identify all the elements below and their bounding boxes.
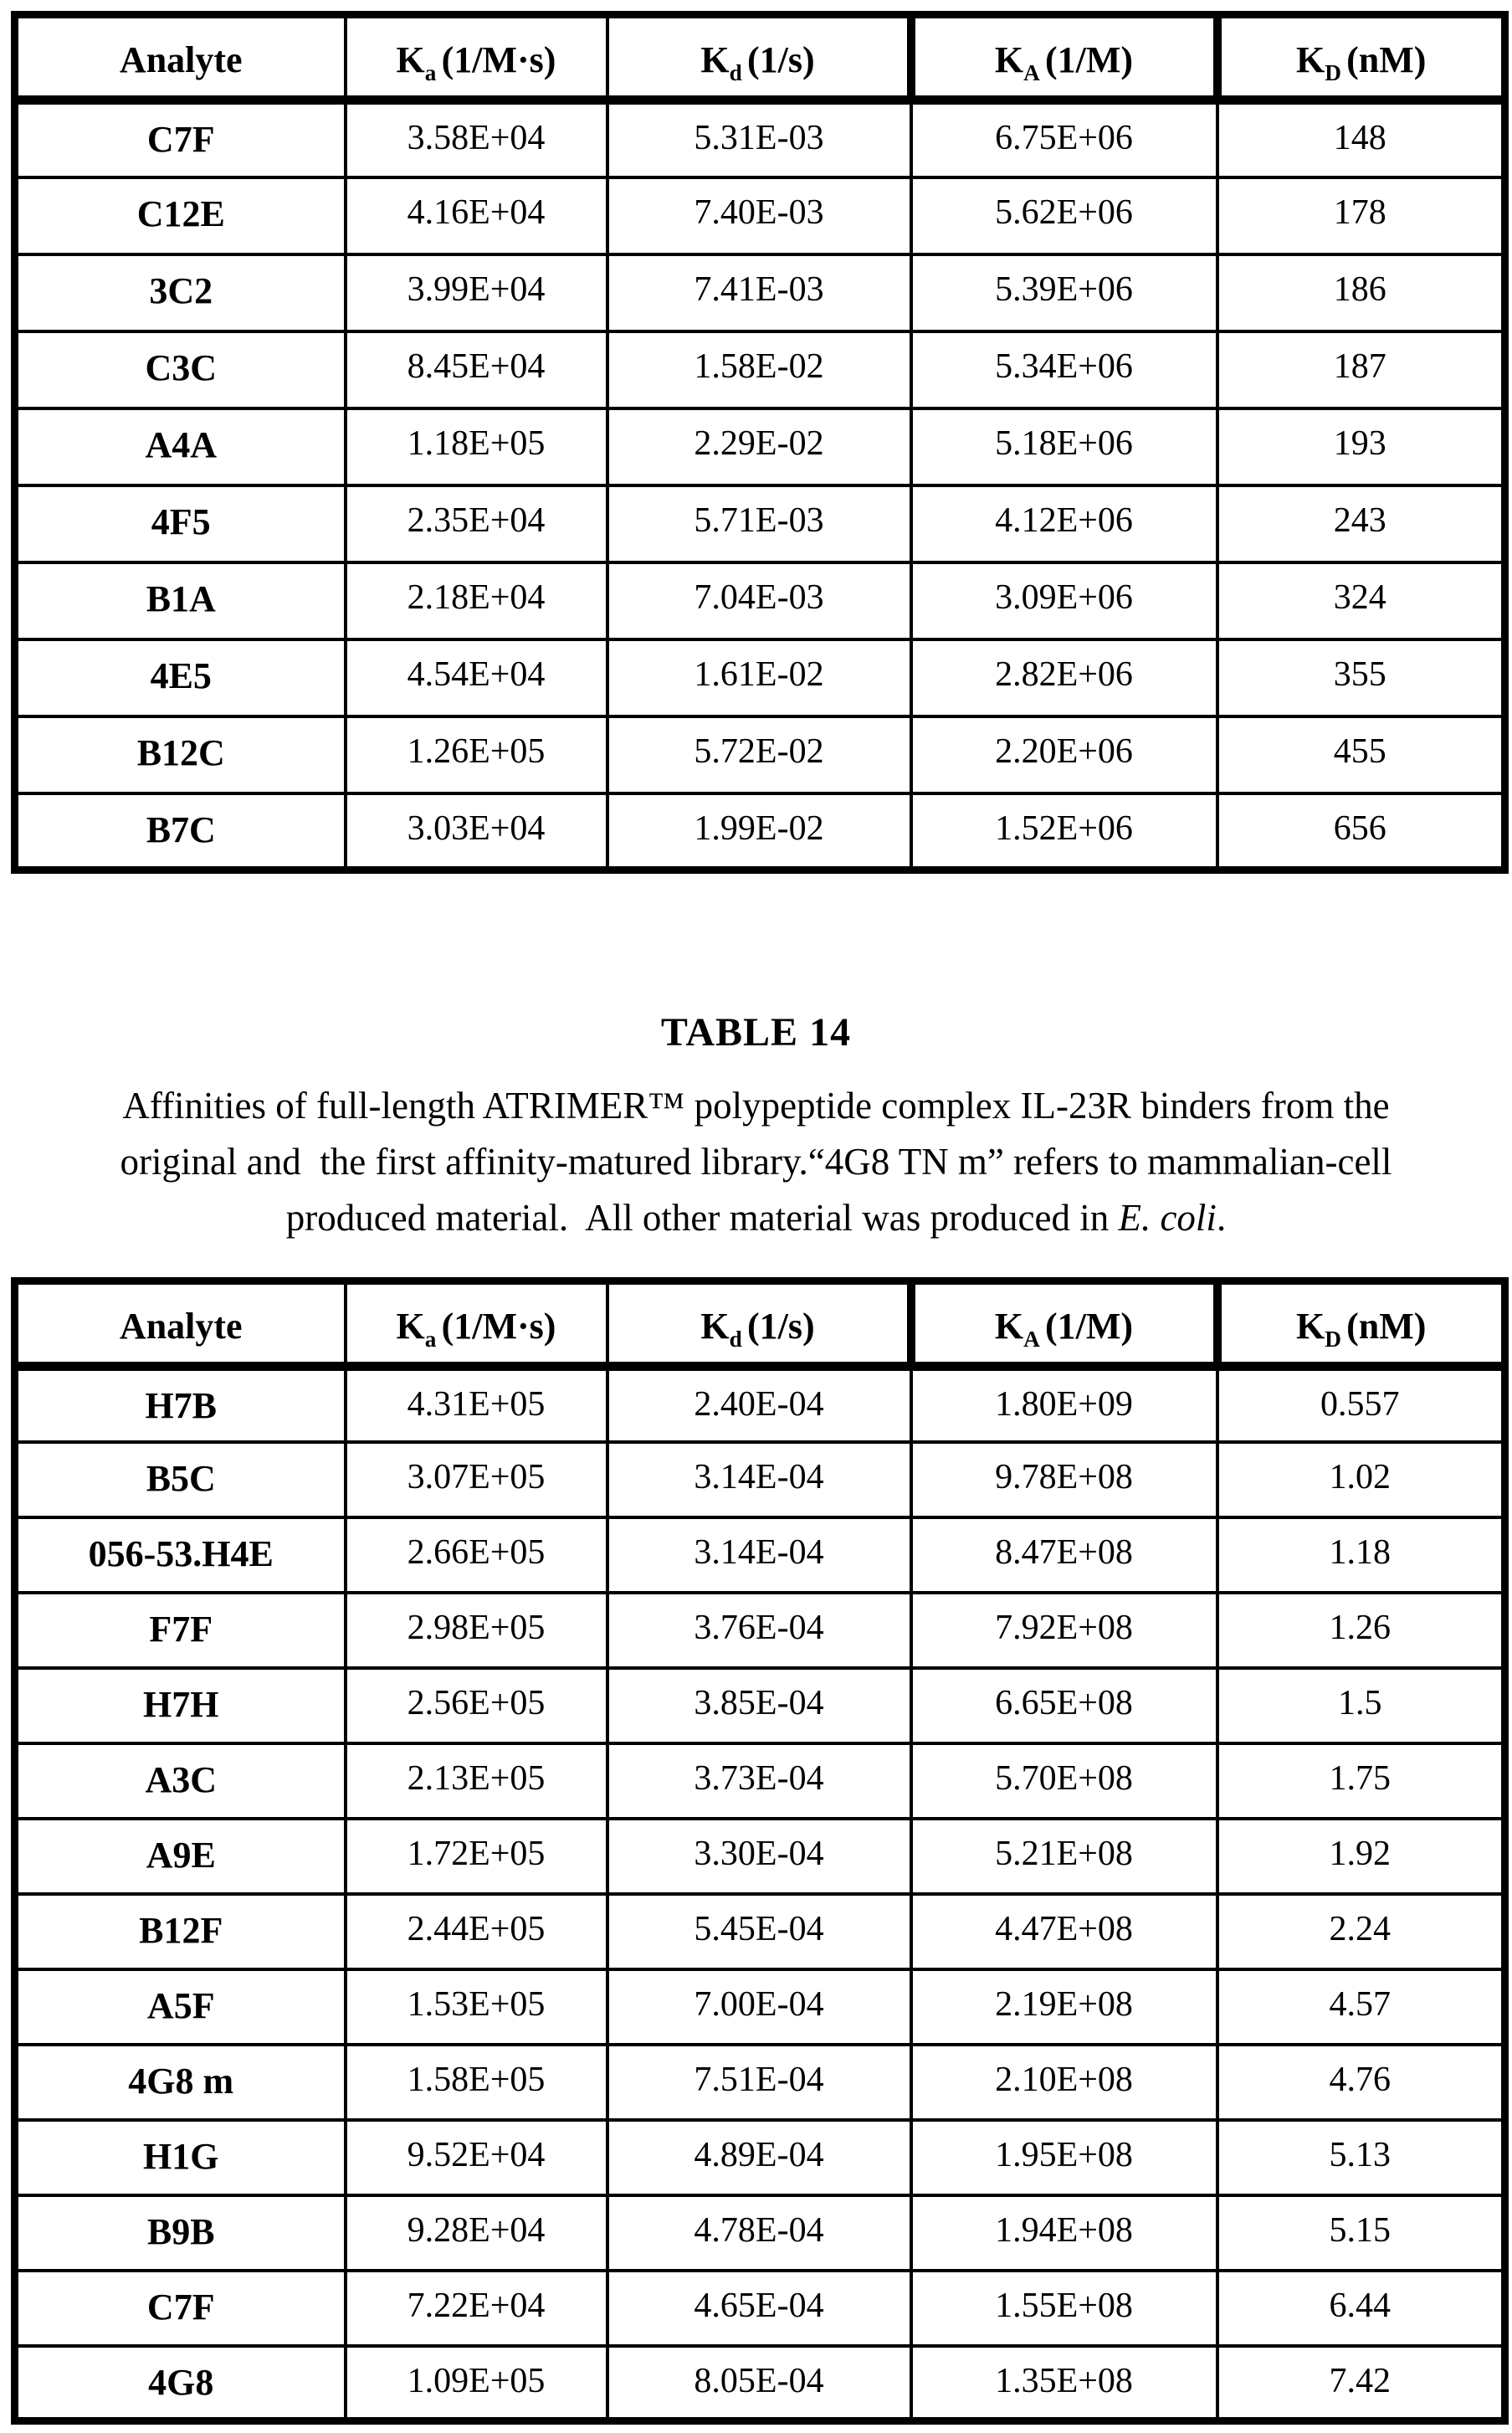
value-cell-kd-equilibrium: 1.18 xyxy=(1217,1517,1505,1593)
value-cell-kd-rate: 3.30E-04 xyxy=(607,1819,911,1894)
column-header-ka-rate xyxy=(346,1281,607,1367)
value-cell-kd-equilibrium: 455 xyxy=(1217,716,1505,793)
value-cell-kd-rate: 5.45E-04 xyxy=(607,1894,911,1969)
value-cell-ka-equilibrium: 1.80E+09 xyxy=(911,1367,1217,1442)
header-subscript: d xyxy=(729,59,742,85)
table-row xyxy=(15,100,1505,177)
value-cell-kd-rate: 2.40E-04 xyxy=(607,1367,911,1442)
value-cell-ka-equilibrium: 1.94E+08 xyxy=(911,2195,1217,2271)
value-cell-ka-rate: 2.44E+05 xyxy=(346,1894,607,1969)
caption-line: original and the first affinity-matured library.“4G8 TN m” refers to mammalian-cell xyxy=(120,1141,1392,1183)
table-row xyxy=(15,1442,1505,1517)
value-cell-ka-rate: 2.18E+04 xyxy=(346,562,607,639)
column-header-ka-equilibrium xyxy=(911,1281,1217,1367)
value-cell-ka-equilibrium: 1.95E+08 xyxy=(911,2120,1217,2195)
table-row xyxy=(15,639,1505,716)
value-cell-kd-equilibrium: 148 xyxy=(1217,100,1505,177)
table-title: TABLE 14 xyxy=(660,1010,852,1055)
header-symbol: Analyte xyxy=(119,39,243,80)
table-body xyxy=(15,1367,1505,2421)
analyte-cell: B12C xyxy=(15,716,346,793)
value-cell-ka-equilibrium: 2.10E+08 xyxy=(911,2045,1217,2120)
column-header-analyte xyxy=(15,1281,346,1367)
value-cell-kd-rate: 7.41E-03 xyxy=(607,254,911,331)
value-cell-ka-rate: 2.35E+04 xyxy=(346,485,607,562)
value-cell-kd-equilibrium: 187 xyxy=(1217,331,1505,408)
value-cell-ka-equilibrium: 9.78E+08 xyxy=(911,1442,1217,1517)
header-unit: (1/s) xyxy=(746,39,815,80)
value-cell-kd-rate: 7.04E-03 xyxy=(607,562,911,639)
value-cell-kd-equilibrium: 186 xyxy=(1217,254,1505,331)
table-row xyxy=(15,1593,1505,1668)
table-header xyxy=(15,15,1505,100)
value-cell-kd-rate: 1.58E-02 xyxy=(607,331,911,408)
header-subscript: D xyxy=(1325,1326,1341,1352)
value-cell-kd-rate: 5.72E-02 xyxy=(607,716,911,793)
table-row xyxy=(15,1517,1505,1593)
value-cell-kd-equilibrium: 243 xyxy=(1217,485,1505,562)
value-cell-ka-rate: 2.56E+05 xyxy=(346,1668,607,1743)
header-symbol: K xyxy=(396,1306,425,1347)
table-row xyxy=(15,2346,1505,2421)
value-cell-ka-rate: 2.98E+05 xyxy=(346,1593,607,1668)
table-row xyxy=(15,2271,1505,2346)
value-cell-kd-equilibrium: 178 xyxy=(1217,177,1505,254)
table-row xyxy=(15,1894,1505,1969)
value-cell-ka-equilibrium: 2.19E+08 xyxy=(911,1969,1217,2045)
table-row xyxy=(15,2120,1505,2195)
value-cell-ka-rate: 2.66E+05 xyxy=(346,1517,607,1593)
analyte-cell: B5C xyxy=(15,1442,346,1517)
header-row xyxy=(15,1281,1505,1367)
value-cell-ka-rate: 1.26E+05 xyxy=(346,716,607,793)
value-cell-kd-rate: 1.61E-02 xyxy=(607,639,911,716)
table-row xyxy=(15,331,1505,408)
value-cell-ka-rate: 3.99E+04 xyxy=(346,254,607,331)
value-cell-ka-equilibrium: 5.62E+06 xyxy=(911,177,1217,254)
analyte-cell: 4F5 xyxy=(15,485,346,562)
value-cell-ka-rate: 3.03E+04 xyxy=(346,793,607,870)
analyte-cell: A5F xyxy=(15,1969,346,2045)
value-cell-ka-rate: 3.07E+05 xyxy=(346,1442,607,1517)
value-cell-kd-rate: 7.40E-03 xyxy=(607,177,911,254)
analyte-cell: H1G xyxy=(15,2120,346,2195)
table-row xyxy=(15,485,1505,562)
value-cell-ka-rate: 7.22E+04 xyxy=(346,2271,607,2346)
italic-species-name: E. coli xyxy=(1118,1197,1217,1239)
caption-line: produced material. All other material was produced in E. coli. xyxy=(285,1197,1227,1239)
table-row xyxy=(15,177,1505,254)
value-cell-ka-rate: 3.58E+04 xyxy=(346,100,607,177)
value-cell-kd-rate: 3.14E-04 xyxy=(607,1442,911,1517)
table-row xyxy=(15,1668,1505,1743)
table-row xyxy=(15,1367,1505,1442)
header-subscript: D xyxy=(1325,59,1341,85)
value-cell-kd-equilibrium: 1.92 xyxy=(1217,1819,1505,1894)
value-cell-kd-rate: 7.00E-04 xyxy=(607,1969,911,2045)
header-subscript: d xyxy=(729,1326,742,1352)
value-cell-ka-equilibrium: 6.65E+08 xyxy=(911,1668,1217,1743)
value-cell-ka-equilibrium: 4.47E+08 xyxy=(911,1894,1217,1969)
header-unit: (1/M) xyxy=(1045,39,1134,80)
value-cell-ka-equilibrium: 8.47E+08 xyxy=(911,1517,1217,1593)
header-symbol: K xyxy=(1296,39,1325,80)
value-cell-kd-equilibrium: 6.44 xyxy=(1217,2271,1505,2346)
value-cell-kd-rate: 3.85E-04 xyxy=(607,1668,911,1743)
header-unit: (1/M·s) xyxy=(441,1306,556,1347)
header-unit: (nM) xyxy=(1346,39,1427,80)
analyte-cell: A3C xyxy=(15,1743,346,1819)
value-cell-kd-equilibrium: 7.42 xyxy=(1217,2346,1505,2421)
value-cell-kd-rate: 2.29E-02 xyxy=(607,408,911,485)
value-cell-ka-equilibrium: 3.09E+06 xyxy=(911,562,1217,639)
value-cell-ka-rate: 1.58E+05 xyxy=(346,2045,607,2120)
value-cell-ka-equilibrium: 6.75E+06 xyxy=(911,100,1217,177)
value-cell-kd-equilibrium: 2.24 xyxy=(1217,1894,1505,1969)
value-cell-ka-rate: 4.31E+05 xyxy=(346,1367,607,1442)
analyte-cell: H7B xyxy=(15,1367,346,1442)
column-header-ka-equilibrium xyxy=(911,15,1217,100)
header-symbol: K xyxy=(994,39,1024,80)
value-cell-ka-equilibrium: 7.92E+08 xyxy=(911,1593,1217,1668)
header-symbol: K xyxy=(396,39,425,80)
analyte-cell: C7F xyxy=(15,2271,346,2346)
value-cell-kd-rate: 3.76E-04 xyxy=(607,1593,911,1668)
table-row xyxy=(15,2195,1505,2271)
analyte-cell: B7C xyxy=(15,793,346,870)
value-cell-ka-rate: 1.09E+05 xyxy=(346,2346,607,2421)
column-header-analyte xyxy=(15,15,346,100)
value-cell-kd-equilibrium: 4.57 xyxy=(1217,1969,1505,2045)
analyte-cell: B9B xyxy=(15,2195,346,2271)
analyte-cell: 3C2 xyxy=(15,254,346,331)
header-symbol: K xyxy=(994,1306,1024,1347)
value-cell-kd-equilibrium: 355 xyxy=(1217,639,1505,716)
header-subscript: a xyxy=(424,59,437,85)
value-cell-kd-rate: 7.51E-04 xyxy=(607,2045,911,2120)
column-header-kd-rate xyxy=(607,15,911,100)
table-row xyxy=(15,562,1505,639)
value-cell-kd-equilibrium: 4.76 xyxy=(1217,2045,1505,2120)
analyte-cell: C12E xyxy=(15,177,346,254)
value-cell-kd-rate: 5.31E-03 xyxy=(607,100,911,177)
analyte-cell: C7F xyxy=(15,100,346,177)
header-row xyxy=(15,15,1505,100)
header-unit: (nM) xyxy=(1346,1306,1427,1347)
value-cell-ka-equilibrium: 5.18E+06 xyxy=(911,408,1217,485)
table-row xyxy=(15,408,1505,485)
table-row xyxy=(15,716,1505,793)
analyte-cell: F7F xyxy=(15,1593,346,1668)
table-row xyxy=(15,2045,1505,2120)
value-cell-ka-rate: 4.54E+04 xyxy=(346,639,607,716)
value-cell-ka-rate: 1.53E+05 xyxy=(346,1969,607,2045)
value-cell-kd-equilibrium: 1.5 xyxy=(1217,1668,1505,1743)
value-cell-kd-equilibrium: 5.13 xyxy=(1217,2120,1505,2195)
value-cell-kd-equilibrium: 1.26 xyxy=(1217,1593,1505,1668)
value-cell-ka-equilibrium: 1.35E+08 xyxy=(911,2346,1217,2421)
table-row xyxy=(15,254,1505,331)
analyte-cell: B1A xyxy=(15,562,346,639)
header-symbol: K xyxy=(700,1306,730,1347)
value-cell-ka-equilibrium: 5.21E+08 xyxy=(911,1819,1217,1894)
column-header-kd-equilibrium xyxy=(1217,15,1505,100)
value-cell-kd-equilibrium: 324 xyxy=(1217,562,1505,639)
value-cell-kd-rate: 8.05E-04 xyxy=(607,2346,911,2421)
header-unit: (1/M·s) xyxy=(441,39,556,80)
analyte-cell: A4A xyxy=(15,408,346,485)
header-subscript: A xyxy=(1023,59,1040,85)
analyte-cell: C3C xyxy=(15,331,346,408)
analyte-cell: 4G8 m xyxy=(15,2045,346,2120)
header-subscript: A xyxy=(1023,1326,1040,1352)
table-body xyxy=(15,100,1505,870)
value-cell-ka-equilibrium: 2.82E+06 xyxy=(911,639,1217,716)
header-unit: (1/s) xyxy=(746,1306,815,1347)
caption-line: Affinities of full-length ATRIMER™ polypeptide complex IL-23R binders from the xyxy=(122,1085,1390,1127)
analyte-cell: 056-53.H4E xyxy=(15,1517,346,1593)
value-cell-ka-equilibrium: 5.39E+06 xyxy=(911,254,1217,331)
value-cell-ka-rate: 1.18E+05 xyxy=(346,408,607,485)
header-subscript: a xyxy=(424,1326,437,1352)
value-cell-kd-rate: 4.89E-04 xyxy=(607,2120,911,2195)
value-cell-kd-equilibrium: 5.15 xyxy=(1217,2195,1505,2271)
value-cell-ka-rate: 4.16E+04 xyxy=(346,177,607,254)
analyte-cell: 4E5 xyxy=(15,639,346,716)
analyte-cell: A9E xyxy=(15,1819,346,1894)
value-cell-kd-rate: 5.71E-03 xyxy=(607,485,911,562)
value-cell-kd-rate: 3.73E-04 xyxy=(607,1743,911,1819)
column-header-kd-equilibrium xyxy=(1217,1281,1505,1367)
column-header-ka-rate xyxy=(346,15,607,100)
value-cell-ka-equilibrium: 5.70E+08 xyxy=(911,1743,1217,1819)
value-cell-kd-rate: 1.99E-02 xyxy=(607,793,911,870)
table-row xyxy=(15,1969,1505,2045)
value-cell-kd-equilibrium: 1.75 xyxy=(1217,1743,1505,1819)
value-cell-ka-rate: 2.13E+05 xyxy=(346,1743,607,1819)
header-unit: (1/M) xyxy=(1045,1306,1134,1347)
header-symbol: Analyte xyxy=(119,1306,243,1347)
analyte-cell: B12F xyxy=(15,1894,346,1969)
value-cell-ka-rate: 9.52E+04 xyxy=(346,2120,607,2195)
analyte-cell: H7H xyxy=(15,1668,346,1743)
value-cell-kd-rate: 4.65E-04 xyxy=(607,2271,911,2346)
affinity-table-14 xyxy=(11,1277,1509,2425)
table-row xyxy=(15,1743,1505,1819)
value-cell-ka-equilibrium: 2.20E+06 xyxy=(911,716,1217,793)
value-cell-kd-equilibrium: 656 xyxy=(1217,793,1505,870)
value-cell-ka-rate: 1.72E+05 xyxy=(346,1819,607,1894)
table-caption xyxy=(0,1078,1512,1246)
value-cell-ka-rate: 9.28E+04 xyxy=(346,2195,607,2271)
value-cell-ka-equilibrium: 1.55E+08 xyxy=(911,2271,1217,2346)
value-cell-kd-equilibrium: 0.557 xyxy=(1217,1367,1505,1442)
table-row xyxy=(15,1819,1505,1894)
value-cell-ka-equilibrium: 5.34E+06 xyxy=(911,331,1217,408)
value-cell-ka-equilibrium: 1.52E+06 xyxy=(911,793,1217,870)
affinity-table-top xyxy=(11,11,1509,874)
value-cell-kd-equilibrium: 1.02 xyxy=(1217,1442,1505,1517)
value-cell-kd-rate: 3.14E-04 xyxy=(607,1517,911,1593)
analyte-cell: 4G8 xyxy=(15,2346,346,2421)
header-symbol: K xyxy=(700,39,730,80)
value-cell-kd-equilibrium: 193 xyxy=(1217,408,1505,485)
table-row xyxy=(15,793,1505,870)
header-symbol: K xyxy=(1296,1306,1325,1347)
table-header xyxy=(15,1281,1505,1367)
column-header-kd-rate xyxy=(607,1281,911,1367)
value-cell-kd-rate: 4.78E-04 xyxy=(607,2195,911,2271)
value-cell-ka-rate: 8.45E+04 xyxy=(346,331,607,408)
value-cell-ka-equilibrium: 4.12E+06 xyxy=(911,485,1217,562)
